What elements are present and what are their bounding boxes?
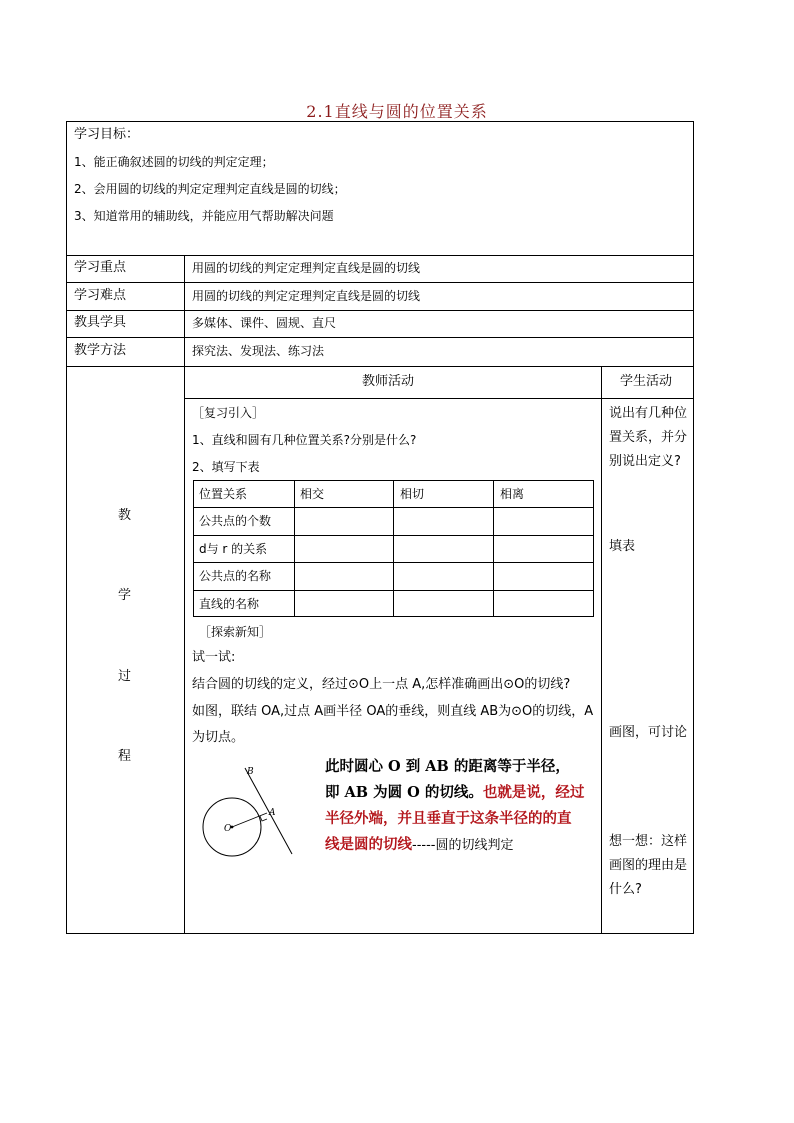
review-question-2: 2、填写下表 <box>192 460 260 474</box>
theorem-line-1: 此时圆心 O 到 AB 的距离等于半径， <box>325 758 570 775</box>
tools-value: 多媒体、课件、圆规、直尺 <box>192 316 337 330</box>
inner-row-label-2: d与 r 的关系 <box>199 542 268 556</box>
inner-header-separate: 相离 <box>500 487 525 501</box>
label-o: O <box>224 824 232 834</box>
objective-2: 2、会用圆的切线的判定定理判定直线是圆的切线； <box>74 182 346 196</box>
inner-col-rule-3 <box>493 480 494 617</box>
label-a: A <box>269 808 276 818</box>
inner-header-tangent: 相切 <box>400 487 425 501</box>
focus-label: 学习重点 <box>74 260 127 275</box>
rule-label-column <box>184 255 185 934</box>
tangent-figure <box>194 760 306 870</box>
review-heading: ［复习引入］ <box>192 406 265 420</box>
process-label-char-4: 程 <box>118 749 132 764</box>
focus-value: 用圆的切线的判定定理判定直线是圆的切线 <box>192 261 421 275</box>
rule-after-focus <box>66 282 694 283</box>
student-activity-header: 学生活动 <box>620 374 673 389</box>
review-question-1: 1、直线和圆有几种位置关系?分别是什么? <box>192 433 417 447</box>
inner-row-label-4: 直线的名称 <box>199 597 260 611</box>
inner-col-rule-2 <box>393 480 394 617</box>
explanation-line-2: 如图，联结 OA,过点 A画半径 OA的垂线，则直线 AB为⊙O的切线，A <box>192 704 594 719</box>
document-title: 2.1直线与圆的位置关系 <box>306 102 488 121</box>
theorem-suffix: -----圆的切线判定 <box>412 838 514 853</box>
process-label-char-2: 学 <box>118 588 132 603</box>
theorem-line-2 <box>325 780 597 806</box>
inner-row-label-3: 公共点的名称 <box>199 569 272 583</box>
rule-after-tools <box>66 337 694 338</box>
theorem-line-2a: 即 AB 为圆 O 的切线。 <box>325 784 483 801</box>
objectives-heading: 学习目标： <box>74 127 140 142</box>
theorem-line-2b: 也就是说，经过 <box>482 784 585 801</box>
rule-after-objectives <box>66 255 694 256</box>
difficulty-label: 学习难点 <box>74 288 127 303</box>
method-label: 教学方法 <box>74 343 127 358</box>
teacher-activity-header: 教师活动 <box>362 374 415 389</box>
rule-after-difficulty <box>66 310 694 311</box>
inner-row-label-1: 公共点的个数 <box>199 514 272 528</box>
student-note-3: 画图，可讨论 <box>609 725 688 740</box>
rule-after-activity-header <box>184 398 694 399</box>
try-label: 试一试: <box>192 650 236 665</box>
method-value: 探究法、发现法、练习法 <box>192 344 325 358</box>
label-b: B <box>247 767 254 777</box>
explanation-line-1: 结合圆的切线的定义，经过⊙O上一点 A,怎样准确画出⊙O的切线? <box>192 677 571 692</box>
rule-after-method <box>66 366 694 367</box>
process-label-char-3: 过 <box>118 669 132 684</box>
right-angle-mark <box>260 816 267 821</box>
objective-3: 3、知道常用的辅助线，并能应用气帮助解决问题 <box>74 209 334 223</box>
inner-col-rule-1 <box>294 480 295 617</box>
difficulty-value: 用圆的切线的判定定理判定直线是圆的切线 <box>192 289 421 303</box>
tools-label: 教具学具 <box>74 315 127 330</box>
student-note-1: 说出有几种位置关系，并分别说出定义? <box>609 406 688 469</box>
inner-header-relation: 位置关系 <box>199 487 248 501</box>
process-label-char-1: 教 <box>118 508 132 523</box>
inner-header-intersect: 相交 <box>300 487 325 501</box>
explanation-line-3: 为切点。 <box>192 730 245 745</box>
theorem-line-3: 半径外端，并且垂直于这条半径的的直 <box>325 810 572 827</box>
student-note-4: 想一想：这样画图的理由是什么? <box>609 834 688 897</box>
student-note-2: 填表 <box>609 539 636 554</box>
theorem-line-4 <box>325 832 597 859</box>
objective-1: 1、能正确叙述圆的切线的判定定理； <box>74 155 274 169</box>
explore-heading: ［探索新知］ <box>199 625 272 639</box>
rule-student-column <box>601 366 602 934</box>
theorem-line-4-red: 线是圆的切线 <box>325 836 412 853</box>
